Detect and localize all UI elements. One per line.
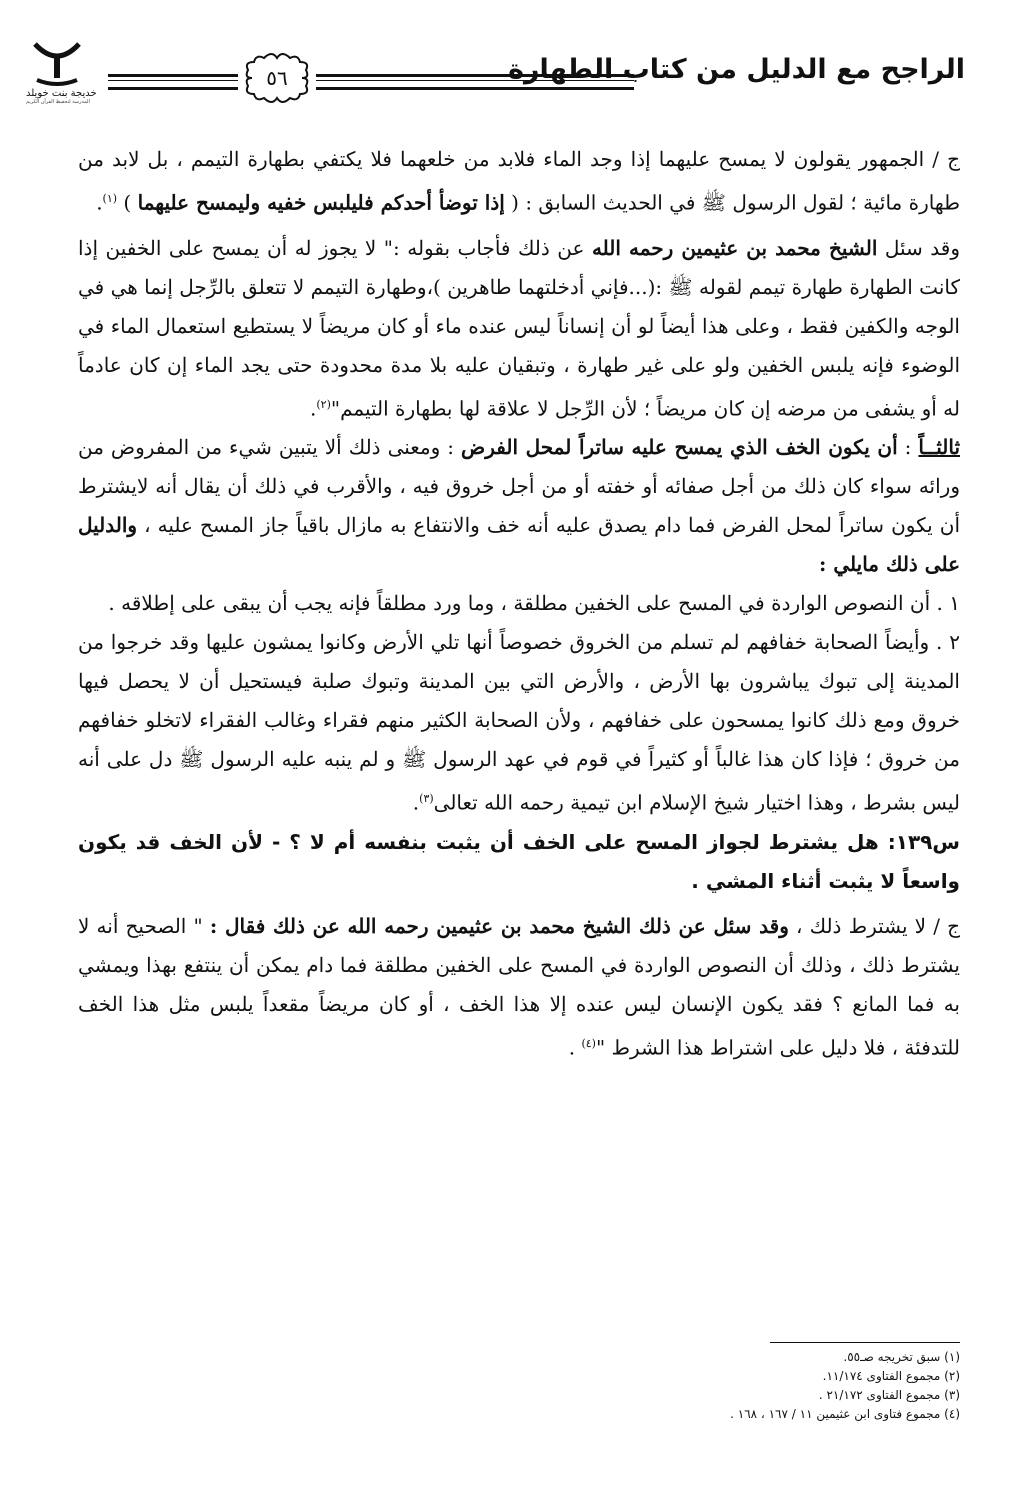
page-header <box>20 34 965 124</box>
paragraph-answer-139: ج / لا يشترط ذلك ، وقد سئل عن ذلك الشيخ محمد بن عثيمين رحمه الله عن ذلك فقال : " الصحيح أنه لا يشترط ذلك ، وذلك أن النصوص الواردة في المسح على الخفين مطلقة فما دام يمكن أن ينتفع بهذا ويمشي به فما المانع ؟ فقد يكون الإنسان ليس عنده إلا هذا الخف ، أو كان مريضاً مقعداً يلبس مثل هذا الخف للتدفئة ، فلا دليل على اشتراط هذا الشرط "$^{(٤)}$ . <box>78 913 961 1060</box>
book-title: الراجح مع الدليل من كتاب الطهارة <box>508 54 965 85</box>
footnote-ref: (٢) <box>316 397 331 411</box>
paragraph-third-condition: ثالثــاً : أن يكون الخف الذي يمسح عليه ساتراً لمحل الفرض : ومعنى ذلك ألا يتبين شيء من المفروض من ورائه سواء كان ذلك من أجل صفائه أو خفته أو من أجل خروق فيه ، والأقرب في ذلك أن يقال أنه لايشترط أن يكون ساتراً لمحل الفرض فما دام يصدق عليه أنه خف والانتفاع به مازال باقياً جاز المسح عليه ، والدليل على ذلك مايلي : <box>78 435 961 577</box>
logo-text: خديجة بنت خويلد <box>26 88 97 99</box>
footnote-3: (٣) مجموع الفتاوى ٢١/١٧٢ . <box>818 1388 960 1402</box>
page-number-badge <box>242 48 312 108</box>
question-139: س١٣٩: هل يشترط لجواز المسح على الخف أن يثبت بنفسه أم لا ؟ - لأن الخف قد يكون واسعاً لا يثبت أثناء المشي . <box>78 829 960 893</box>
footnote-ref: (٣) <box>419 792 434 806</box>
list-item-evidence-2: ٢ . وأيضاً الصحابة خفافهم لم تسلم من الخروق خصوصاً أنها تلي الأرض وكانوا يمشون عليها وقد خرجوا من المدينة إلى تبوك يباشرون بها الأرض ، والأرض التي بين المدينة وتبوك صلبة فيستحيل أن لا يحصل فيها خروق ومع ذلك كانوا يمسحون على خفافهم ، ولأن الصحابة الكثير منهم فقراء وغالب الفقراء لاتخلو خفافهم من خروق ؛ فإذا كان هذا غالباً أو كثيراً في قوم في عهد الرسول ﷺ و لم ينبه عليه الرسول ﷺ دل على أنه ليس بشرط ، وهذا اختيار شيخ الإسلام ابن تيمية رحمه الله تعالى$^{(٣)}$. <box>78 630 960 815</box>
footnote-4: (٤) مجموع فتاوى ابن عثيمين ١١ / ١٦٧ ، ١٦٨ . <box>730 1407 960 1421</box>
header-rule-left <box>108 74 238 90</box>
footnotes <box>560 1348 960 1424</box>
page-number: ٥٦ <box>266 66 288 90</box>
footnote-ref: (٤) <box>581 1036 596 1050</box>
section-label: ثالثــاً <box>918 435 961 460</box>
list-item-evidence-1: ١ . أن النصوص الواردة في المسح على الخفين مطلقة ، وما ورد مطلقاً فإنه يجب أن يبقى على إطلاقه . <box>108 591 960 616</box>
logo-subtext: المدرسة لتحفيظ القرآن الكريم <box>26 99 90 105</box>
paragraph-fatwa-1: وقد سئل الشيخ محمد بن عثيمين رحمه الله عن ذلك فأجاب بقوله :" لا يجوز له أن يمسح على الخفين إذا كانت الطهارة طهارة تيمم لقوله ﷺ :(...فإني أدخلتهما طاهرين )،وطهارة التيمم لا تتعلق بالرِّجل إنما هي في الوجه والكفين فقط ، وعلى هذا أيضاً لو أن إنساناً ليس عنده ماء أو كان مريضاً لا يستطيع استعمال الماء في الوضوء فإنه يلبس الخفين ولو على غير طهارة ، وتبقيان عليه بلا مدة محدودة حتى يجد الماء إن كان عادماً له أو يشفى من مرضه إن كان مريضاً ؛ لأن الرِّجل لا علاقة لها بطهارة التيمم"$^{(٢)}$. <box>77 235 961 421</box>
footnote-ref: (١) <box>102 192 118 205</box>
paragraph-answer-1: ج / الجمهور يقولون لا يمسح عليهما إذا وجد الماء فلابد من خلعهما فلا يكتفي بطهارة التيمم ، بل لابد من طهارة مائية ؛ لقول الرسول ﷺ في الحديث السابق : ( إذا توضأ أحدكم فليلبس خفيه وليمسح عليهما ) $^{(١)}$. <box>78 147 960 215</box>
school-logo <box>26 38 97 118</box>
footnote-1: (١) سبق تخريجه صـ٥٥. <box>843 1350 960 1364</box>
footnote-2: (٢) مجموع الفتاوى ١١/١٧٤. <box>822 1369 960 1383</box>
main-text <box>78 140 960 1068</box>
logo-emblem-icon <box>31 38 83 86</box>
footnote-divider <box>770 1342 960 1343</box>
